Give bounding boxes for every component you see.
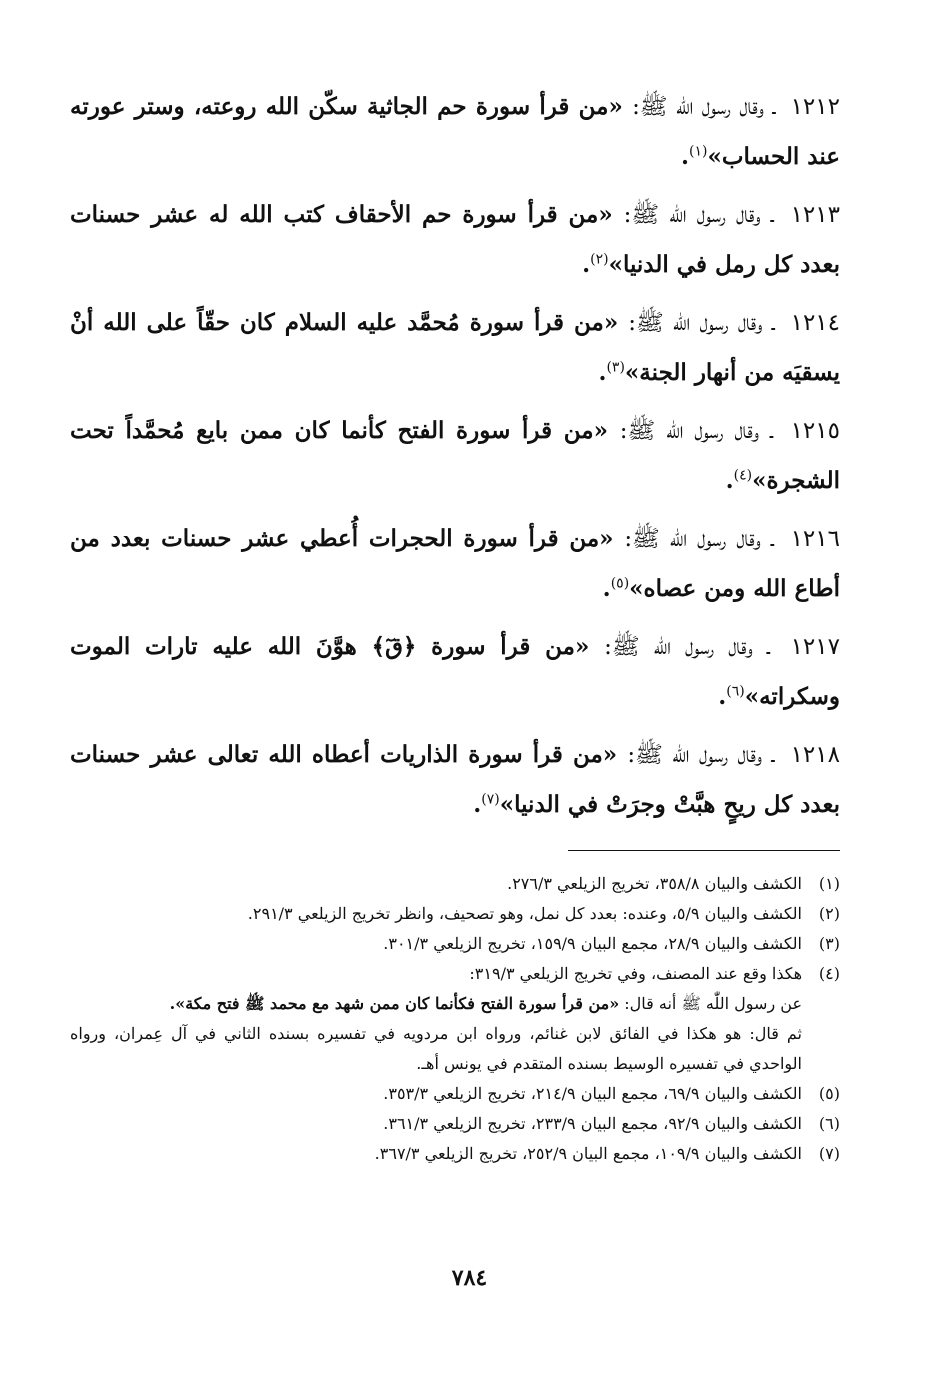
entry-text: «من قرأ سورة مُحمَّد عليه السلام كان حقّاً على الله أنْ يسقيَه من أنهار الجنة» bbox=[70, 309, 840, 386]
footnote-ref[interactable]: (٥) bbox=[610, 575, 630, 592]
page-body bbox=[70, 82, 840, 1169]
footnote-ref[interactable]: (٤) bbox=[733, 467, 753, 484]
footnote-text bbox=[70, 899, 802, 929]
entry-lead: ـ وقال رسول اللّٰه ﷺ: bbox=[632, 94, 776, 120]
footnote bbox=[70, 899, 840, 929]
entry-end: . bbox=[473, 791, 482, 818]
entry-end: . bbox=[602, 575, 611, 602]
footnote-number: (٧) bbox=[818, 1144, 840, 1163]
footnote-text bbox=[70, 869, 802, 899]
footnote-quote-bold: «من قرأ سورة الفتح فكأنما كان ممن شهد مع محمد ﷺ فتح مكة». bbox=[169, 994, 620, 1013]
footnote-ref[interactable]: (٧) bbox=[481, 791, 500, 808]
entry-number: ١٢١٦ bbox=[790, 526, 840, 552]
footnote-text bbox=[70, 1109, 802, 1139]
footnote-number: (٢) bbox=[818, 904, 840, 923]
footnote-line: الكشف والبيان ١٠٩/٩، مجمع البيان ٢٥٢/٩، تخريج الزيلعي ٣٦٧/٣. bbox=[374, 1144, 802, 1163]
hadith-entry bbox=[70, 406, 840, 506]
footnote-divider bbox=[568, 850, 840, 851]
entry-end: . bbox=[718, 683, 727, 710]
entry-lead: ـ وقال رسول اللّٰه ﷺ: bbox=[619, 418, 773, 444]
entry-end: . bbox=[725, 467, 734, 494]
footnote bbox=[70, 1109, 840, 1139]
footnote-line: الكشف والبيان ٥/٩، وعنده: بعدد كل نمل، وهو تصحيف، وانظر تخريج الزيلعي ٢٩١/٣. bbox=[247, 904, 802, 923]
footnote-number: (٥) bbox=[818, 1084, 840, 1103]
footnote-quote bbox=[70, 989, 802, 1019]
footnote-ref[interactable]: (٦) bbox=[726, 683, 745, 700]
footnote-line: الكشف والبيان ٩٢/٩، مجمع البيان ٢٣٣/٩، تخريج الزيلعي ٣٦١/٣. bbox=[383, 1114, 802, 1133]
hadith-entry bbox=[70, 730, 840, 830]
entry-text: «من قرأ سورة الحجرات أُعطي عشر حسنات بعدد من أطاع الله ومن عصاه» bbox=[70, 525, 840, 602]
footnotes bbox=[70, 869, 840, 1169]
entry-lead: ـ وقال رسول اللّٰه ﷺ: bbox=[624, 526, 774, 552]
entry-lead: ـ وقال رسول اللّٰه ﷺ: bbox=[623, 202, 774, 228]
entry-end: . bbox=[582, 251, 591, 278]
footnote-line: الكشف والبيان ٦٩/٩، مجمع البيان ٢١٤/٩، تخريج الزيلعي ٣٥٣/٣. bbox=[383, 1084, 802, 1103]
entry-end: . bbox=[598, 359, 607, 386]
hadith-entry bbox=[70, 82, 840, 182]
footnote-text bbox=[70, 929, 802, 959]
entry-number: ١٢١٣ bbox=[790, 202, 840, 228]
entry-lead: ـ وقال رسول اللّٰه ﷺ: bbox=[628, 310, 775, 336]
footnote bbox=[70, 1139, 840, 1169]
entry-lead: ـ وقال رسول اللّٰه ﷺ: bbox=[627, 742, 775, 768]
footnote bbox=[70, 959, 840, 1079]
footnote-ref[interactable]: (٢) bbox=[590, 251, 609, 268]
footnote bbox=[70, 869, 840, 899]
footnote-line: هكذا وقع عند المصنف، وفي تخريج الزيلعي ٣١٩/٣: bbox=[469, 964, 802, 983]
footnote-quote-lead: عن رسول اللّٰه ﷺ أنه قال: bbox=[619, 994, 802, 1013]
entry-number: ١٢١٢ bbox=[790, 94, 840, 120]
entry-text: «من قرأ سورة ﴿قٓ﴾ هوَّنَ الله عليه تارات الموت وسكراته» bbox=[70, 633, 840, 710]
entry-text: «من قرأ سورة الفتح كأنما كان ممن بايع مُحمَّداً تحت الشجرة» bbox=[70, 417, 840, 494]
hadith-entry bbox=[70, 514, 840, 614]
entry-end: . bbox=[680, 143, 689, 170]
footnote-ref[interactable]: (٣) bbox=[606, 359, 625, 376]
footnote bbox=[70, 929, 840, 959]
footnote-number: (٣) bbox=[818, 934, 840, 953]
footnote-text bbox=[70, 1079, 802, 1109]
footnote-after: ثم قال: هو هكذا في الفائق لابن غنائم، ورواه ابن مردويه في تفسيره بسنده الثاني في آل عِمران، ورواه الواحدي في تفسيره الوسيط بسنده المتقدم في يونس أهـ. bbox=[70, 1024, 803, 1073]
hadith-entry bbox=[70, 622, 840, 722]
footnote bbox=[70, 1079, 840, 1109]
footnote-line: الكشف والبيان ٣٥٨/٨، تخريج الزيلعي ٢٧٦/٣. bbox=[507, 874, 802, 893]
entry-number: ١٢١٨ bbox=[790, 742, 840, 768]
footnote-text bbox=[70, 1139, 802, 1169]
footnote-number: (٤) bbox=[818, 964, 840, 983]
hadith-entries bbox=[70, 82, 840, 830]
entry-text: «من قرأ سورة الذاريات أعطاه الله تعالى عشر حسنات بعدد كل ريحٍ هبَّتْ وجرَتْ في الدنيا» bbox=[70, 741, 840, 818]
entry-number: ١٢١٤ bbox=[790, 310, 841, 336]
footnote-line: الكشف والبيان ٢٨/٩، مجمع البيان ١٥٩/٩، تخريج الزيلعي ٣٠١/٣. bbox=[383, 934, 802, 953]
hadith-entry bbox=[70, 298, 840, 398]
footnote-number: (١) bbox=[818, 874, 840, 893]
entry-lead: ـ وقال رسول اللّٰه ﷺ: bbox=[604, 634, 770, 660]
entry-text: «من قرأ سورة حم الجاثية سكّن الله روعته، وستر عورته عند الحساب» bbox=[70, 93, 840, 170]
footnote-number: (٦) bbox=[818, 1114, 840, 1133]
footnote-text bbox=[70, 959, 802, 1079]
entry-text: «من قرأ سورة حم الأحقاف كتب الله له عشر حسنات بعدد كل رمل في الدنيا» bbox=[70, 201, 840, 278]
entry-number: ١٢١٥ bbox=[790, 418, 840, 444]
entry-number: ١٢١٧ bbox=[790, 634, 840, 660]
page-number: ٧٨٤ bbox=[451, 1265, 488, 1291]
hadith-entry bbox=[70, 190, 840, 290]
footnote-ref[interactable]: (١) bbox=[688, 143, 708, 160]
